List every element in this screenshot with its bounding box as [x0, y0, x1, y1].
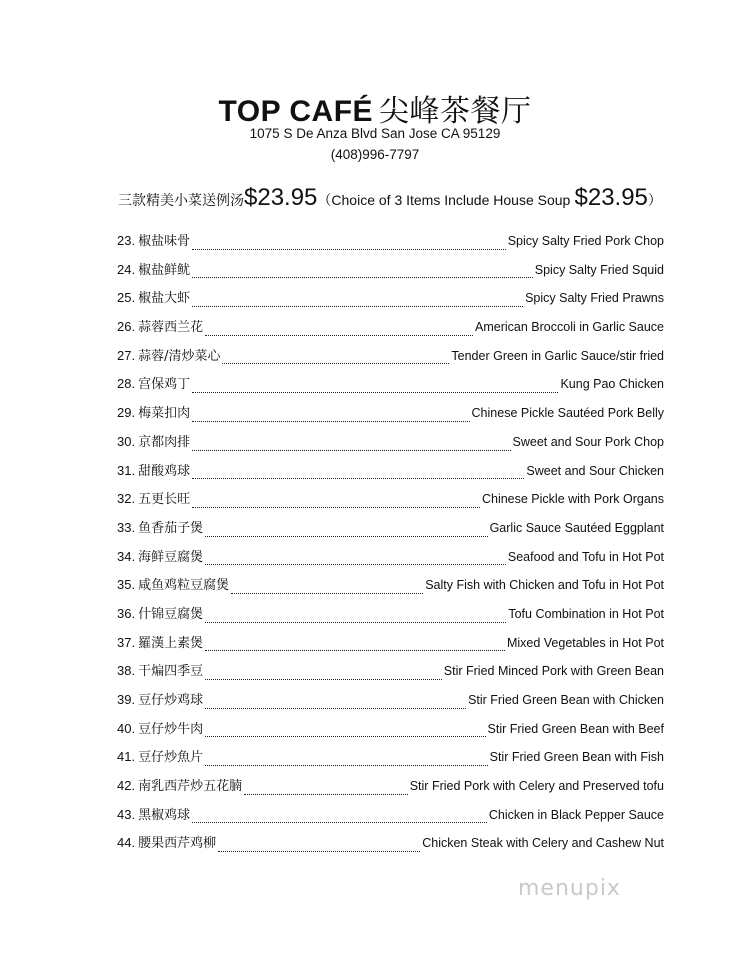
dot-leader — [192, 421, 469, 422]
restaurant-name-en: TOP CAFÉ — [218, 95, 374, 128]
item-number: 31. — [117, 462, 136, 478]
item-name-zh: 黑椒鸡球 — [138, 807, 191, 823]
item-name-zh: 宫保鸡丁 — [138, 377, 191, 393]
dot-leader — [205, 564, 506, 565]
item-name-en: Stir Fried Green Bean with Beef — [487, 721, 664, 736]
promo-price-zh: $23.95 — [244, 184, 318, 211]
menu-item — [117, 775, 664, 804]
item-name-zh: 椒盐大虾 — [138, 291, 191, 307]
item-name-en: Sweet and Sour Chicken — [526, 463, 664, 478]
item-number: 28. — [117, 376, 136, 392]
menu-item — [117, 603, 664, 632]
item-name-zh: 椒盐鲜鱿 — [138, 262, 191, 278]
item-name-en: Seafood and Tofu in Hot Pot — [507, 549, 664, 564]
item-number: 37. — [117, 634, 136, 650]
menu-list — [117, 230, 664, 861]
item-number: 27. — [117, 347, 136, 363]
item-number: 23. — [117, 233, 136, 248]
item-name-en: Spicy Salty Fried Prawns — [525, 291, 664, 306]
item-name-zh: 豆仔炒牛肉 — [138, 721, 204, 737]
item-name-en: Garlic Sauce Sautéed Eggplant — [489, 520, 664, 535]
restaurant-address: 1075 S De Anza Blvd San Jose CA 95129 — [249, 126, 501, 141]
dot-leader — [205, 335, 473, 336]
item-name-en: Spicy Salty Fried Pork Chop — [507, 234, 664, 248]
menu-item — [117, 746, 664, 775]
menu-item — [117, 373, 664, 402]
promo-text-zh: 三款精美小菜送例汤 — [118, 193, 244, 209]
menu-item — [117, 345, 664, 374]
item-name-zh: 鱼香茄子煲 — [138, 520, 204, 536]
item-number: 35. — [117, 577, 136, 593]
item-name-zh: 豆仔炒鸡球 — [138, 693, 204, 708]
menu-item — [117, 718, 664, 747]
promo-paren-close: ） — [647, 193, 662, 209]
menu-item — [117, 660, 664, 689]
item-number: 36. — [117, 605, 136, 621]
dot-leader — [205, 765, 488, 766]
item-name-en: Spicy Salty Fried Squid — [534, 262, 664, 277]
item-name-en: Tofu Combination in Hot Pot — [508, 606, 664, 621]
item-number: 24. — [117, 261, 136, 277]
item-number: 32. — [117, 491, 136, 507]
item-number: 30. — [117, 433, 136, 449]
item-number: 26. — [117, 319, 136, 335]
dot-leader — [244, 794, 408, 795]
promo-paren-open: （ — [317, 193, 332, 209]
item-name-zh: 蒜蓉西兰花 — [138, 320, 204, 336]
dot-leader — [192, 478, 524, 479]
item-name-zh: 南乳西芹炒五花腩 — [138, 779, 243, 795]
item-name-en: Sweet and Sour Pork Chop — [512, 434, 664, 449]
item-name-zh: 豆仔炒魚片 — [138, 750, 204, 766]
item-number: 25. — [117, 290, 136, 306]
dot-leader — [205, 536, 487, 537]
dot-leader — [205, 622, 506, 623]
dot-leader — [218, 851, 420, 852]
item-number: 40. — [117, 720, 136, 736]
menu-item — [117, 287, 664, 316]
combo-promo — [118, 184, 678, 212]
item-name-en: Stir Fried Minced Pork with Green Bean — [443, 664, 664, 679]
item-number: 39. — [117, 692, 136, 707]
item-number: 42. — [117, 778, 136, 794]
menu-item — [117, 832, 664, 861]
item-name-en: Chicken in Black Pepper Sauce — [488, 807, 664, 822]
item-name-en: Mixed Vegetables in Hot Pot — [506, 635, 664, 650]
dot-leader — [205, 650, 505, 651]
restaurant-title — [0, 86, 750, 130]
promo-price-en: $23.95 — [574, 184, 648, 211]
item-number: 29. — [117, 405, 136, 421]
item-name-en: Stir Fried Pork with Celery and Preserved tofu — [409, 779, 664, 794]
dot-leader — [192, 822, 487, 823]
item-name-zh: 五更长旺 — [138, 492, 191, 508]
item-name-zh: 椒盐味骨 — [138, 234, 191, 249]
dot-leader — [192, 507, 480, 508]
item-number: 38. — [117, 663, 136, 679]
item-name-zh: 羅漢上素煲 — [138, 635, 204, 651]
menu-item — [117, 546, 664, 575]
restaurant-phone: (408)996-7797 — [330, 147, 420, 162]
item-name-zh: 海鲜豆腐煲 — [138, 549, 204, 565]
menu-item — [117, 316, 664, 345]
item-name-zh: 甜酸鸡球 — [138, 463, 191, 479]
dot-leader — [192, 249, 506, 250]
menu-item — [117, 259, 664, 288]
item-name-en: Salty Fish with Chicken and Tofu in Hot Pot — [425, 578, 664, 593]
item-name-en: Tender Green in Garlic Sauce/stir fried — [451, 348, 664, 363]
dot-leader — [192, 450, 510, 451]
dot-leader — [222, 363, 449, 364]
menu-item — [117, 460, 664, 489]
item-name-zh: 什锦豆腐煲 — [138, 606, 204, 622]
item-name-en: Chicken Steak with Celery and Cashew Nut — [422, 836, 664, 851]
item-name-zh: 干煸四季豆 — [138, 664, 204, 680]
item-name-zh: 蒜蓉/清炒菜心 — [138, 348, 221, 364]
item-number: 41. — [117, 749, 136, 765]
item-number: 44. — [117, 835, 136, 851]
dot-leader — [205, 736, 485, 737]
dot-leader — [192, 277, 533, 278]
item-name-zh: 京都肉排 — [138, 434, 191, 450]
item-name-en: Stir Fried Green Bean with Fish — [489, 750, 664, 765]
menu-item — [117, 402, 664, 431]
item-number: 43. — [117, 806, 136, 822]
watermark-logo: menupix — [518, 876, 621, 901]
menu-item — [117, 689, 664, 718]
item-name-zh: 梅菜扣肉 — [138, 406, 191, 422]
menu-item — [117, 517, 664, 546]
item-number: 33. — [117, 519, 136, 535]
menu-item — [117, 230, 664, 259]
item-name-en: Chinese Pickle with Pork Organs — [481, 492, 664, 507]
menu-item — [117, 632, 664, 661]
dot-leader — [192, 392, 558, 393]
item-name-en: Chinese Pickle Sautéed Pork Belly — [471, 406, 664, 421]
promo-text-en: Choice of 3 Items Include House Soup — [331, 192, 571, 208]
item-name-en: Stir Fried Green Bean with Chicken — [468, 693, 664, 707]
item-name-zh: 咸鱼鸡粒豆腐煲 — [138, 578, 230, 594]
menu-item — [117, 804, 664, 833]
dot-leader — [192, 306, 523, 307]
item-number: 34. — [117, 548, 136, 564]
dot-leader — [205, 708, 466, 709]
item-name-en: Kung Pao Chicken — [560, 377, 664, 392]
dot-leader — [231, 593, 423, 594]
menu-item — [117, 574, 664, 603]
dot-leader — [205, 679, 442, 680]
item-name-zh: 腰果西芹鸡柳 — [138, 836, 217, 852]
menu-item — [117, 488, 664, 517]
item-name-en: American Broccoli in Garlic Sauce — [475, 320, 664, 335]
restaurant-name-zh: 尖峰茶餐厅 — [379, 94, 532, 129]
menu-item — [117, 431, 664, 460]
